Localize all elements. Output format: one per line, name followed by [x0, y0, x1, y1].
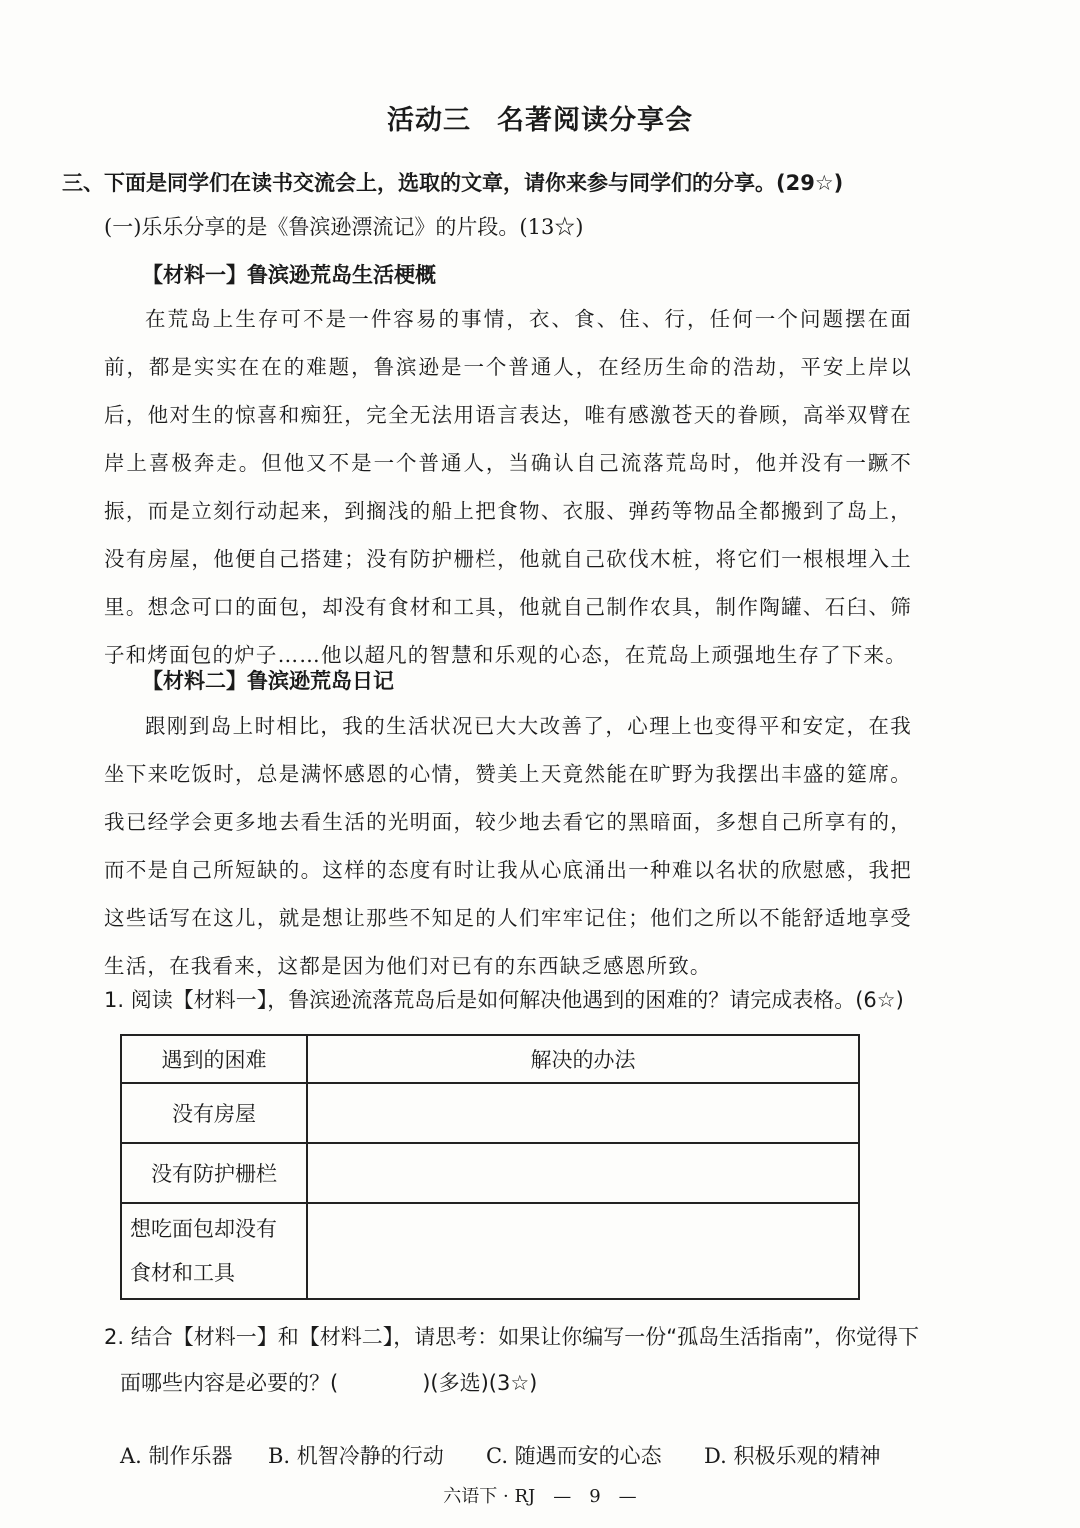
- solution-answer-cell[interactable]: [307, 1083, 859, 1143]
- title-name: 名著阅读分享会: [497, 105, 693, 136]
- title-activity: 活动三: [387, 105, 471, 136]
- material-two-heading: 【材料二】鲁滨逊荒岛日记: [142, 669, 394, 693]
- option-d[interactable]: D. 积极乐观的精神: [704, 1444, 881, 1468]
- material-one-heading: 【材料一】鲁滨逊荒岛生活梗概: [142, 263, 436, 287]
- difficulty-cell: 没有防护栅栏: [121, 1143, 307, 1203]
- header-difficulty: 遇到的困难: [121, 1035, 307, 1083]
- answer-table: [120, 1034, 860, 1300]
- difficulty-cell: [121, 1203, 307, 1299]
- difficulty-line: 食材和工具: [130, 1261, 235, 1285]
- question-two-line2: 面哪些内容是必要的？( )(多选)(3☆): [120, 1371, 538, 1395]
- option-b[interactable]: B. 机智冷静的行动: [268, 1444, 444, 1468]
- page-footer: 六语下 · RJ — 9 —: [443, 1486, 637, 1507]
- table-row: [121, 1143, 859, 1203]
- section-heading: [62, 168, 843, 198]
- difficulty-cell: 没有房屋: [121, 1083, 307, 1143]
- page-title: [0, 98, 1080, 137]
- table-row: [121, 1083, 859, 1143]
- header-solution: 解决的办法: [307, 1035, 859, 1083]
- question-two-line1: 2. 结合【材料一】和【材料二】，请思考：如果让你编写一份“孤岛生活指南”，你觉得下: [104, 1325, 919, 1349]
- table-header-row: [121, 1035, 859, 1083]
- section-number: 三、: [62, 171, 104, 195]
- option-a[interactable]: A. 制作乐器: [120, 1444, 233, 1468]
- section-text: 下面是同学们在读书交流会上，选取的文章，请你来参与同学们的分享。(29☆): [104, 171, 844, 195]
- material-one-body: 在荒岛上生存可不是一件容易的事情，衣、食、住、行，任何一个问题摆在面前，都是实实在在的难题，鲁滨逊是一个普通人，在经历生命的浩劫，平安上岸以后，他对生的惊喜和痴狂，完全无法用语言表达，唯有感激苍天的眷顾，高举双臂在岸上喜极奔走。但他又不是一个普通人，当确认自己流落荒岛时，他并没有一蹶不振，而是立刻行动起来，到搁浅的船上把食物、衣服、弹药等物品全都搬到了岛上，没有房屋，他便自己搭建；没有防护栅栏，他就自己砍伐木桩，将它们一根根埋入土里。想念可口的面包，却没有食材和工具，他就自己制作农具，制作陶罐、石臼、筛子和烤面包的炉子……他以超凡的智慧和乐观的心态，在荒岛上顽强地生存了下来。: [104, 307, 912, 667]
- difficulty-line: 想吃面包却没有: [130, 1217, 277, 1241]
- question-one: 1. 阅读【材料一】，鲁滨逊流落荒岛后是如何解决他遇到的困难的？请完成表格。(6☆): [104, 988, 904, 1012]
- table-row: [121, 1203, 859, 1299]
- part-one-intro: (一)乐乐分享的是《鲁滨逊漂流记》的片段。(13☆): [104, 215, 584, 239]
- solution-answer-cell[interactable]: [307, 1203, 859, 1299]
- material-two-body: 跟刚到岛上时相比，我的生活状况已大大改善了，心理上也变得平和安定，在我坐下来吃饭时，总是满怀感恩的心情，赞美上天竟然能在旷野为我摆出丰盛的筵席。我已经学会更多地去看生活的光明面，较少地去看它的黑暗面，多想自己所享有的，而不是自己所短缺的。这样的态度有时让我从心底涌出一种难以名状的欣慰感，我把这些话写在这儿，就是想让那些不知足的人们牢牢记住；他们之所以不能舒适地享受生活，在我看来，这都是因为他们对已有的东西缺乏感恩所致。: [104, 714, 912, 978]
- solution-answer-cell[interactable]: [307, 1143, 859, 1203]
- option-c[interactable]: C. 随遇而安的心态: [486, 1444, 662, 1468]
